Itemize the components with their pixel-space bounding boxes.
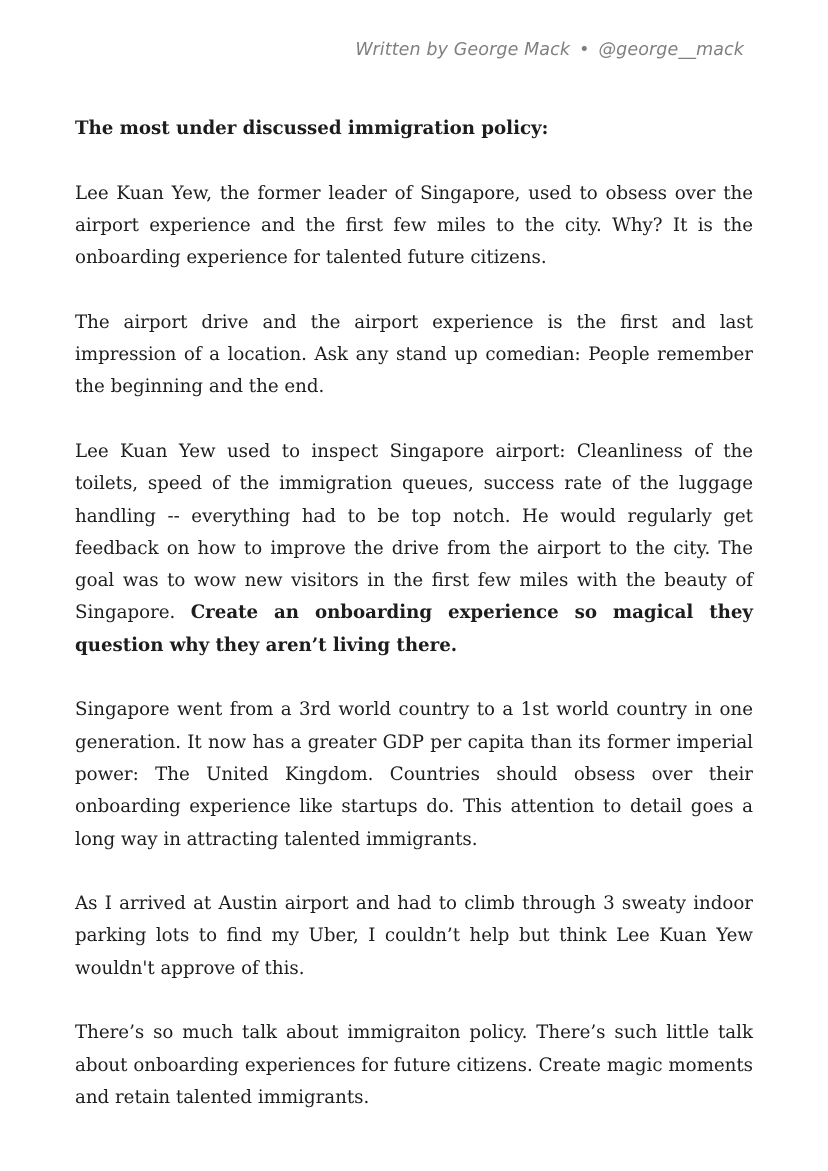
paragraph-2: The airport drive and the airport experience is the first and last impression of a location. Ask any stand up comedian: People remember the beginning and the end. [75,311,753,398]
byline-author: Written by George Mack [355,40,571,60]
byline [355,40,744,60]
article-heading: The most under discussed immigration policy: [75,118,549,139]
byline-handle: @george__mack [598,40,744,60]
paragraph-4: Singapore went from a 3rd world country to a 1st world country in one generation. It now has a greater GDP per capita than its former imperial power: The United Kingdom. Countries should obsess over their onboarding experience like startups do. This attention to detail goes a long way in attracting talented immigrants. [75,699,753,850]
byline-separator: • [579,40,590,60]
paragraph-5: As I arrived at Austin airport and had to climb through 3 sweaty indoor parking lots to find my Uber, I couldn’t help but think Lee Kuan Yew wouldn't approve of this. [75,893,753,979]
paragraph-3-emphasis: Create an onboarding experience so magical they question why they aren’t living there. [75,602,753,656]
paragraph-6: There’s so much talk about immigraiton policy. There’s such little talk about onboarding experiences for future citizens. Create magic moments and retain talented immigrants. [75,1022,753,1108]
article-body [75,113,753,1114]
paragraph-3-text: Lee Kuan Yew used to inspect Singapore airport: Cleanliness of the toilets, speed of the immigration queues, success rate of the luggage handling -- everything had to be top notch. He would regularly get feedback on how to improve the drive from the airport to the city. The goal was to wow new visitors in the first few miles with the beauty of Singapore. [75,440,753,624]
paragraph-3 [75,436,753,662]
paragraph-1: Lee Kuan Yew, the former leader of Singapore, used to obsess over the airport experience and the first few miles to the city. Why? It is the onboarding experience for talented future citizens. [75,182,753,269]
